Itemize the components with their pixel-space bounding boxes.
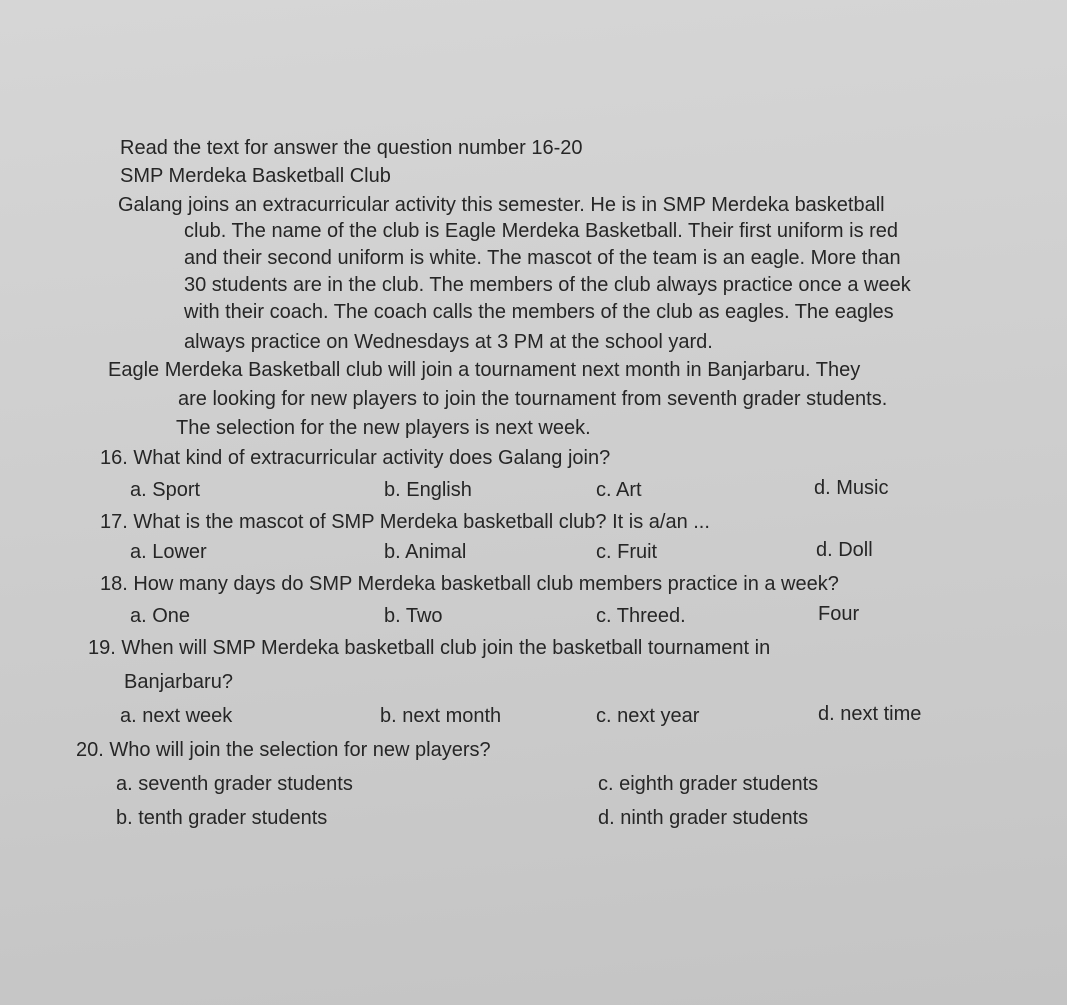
- passage-line: Eagle Merdeka Basketball club will join a tournament next month in Banjarbaru. They: [108, 359, 861, 381]
- passage-line: 30 students are in the club. The members of the club always practice once a week: [184, 274, 911, 296]
- q18-option-a: a. One: [130, 605, 191, 627]
- q18-option-d: Four: [818, 603, 860, 625]
- question-16: 16. What kind of extracurricular activity does Galang join?: [100, 447, 611, 469]
- q20-option-a: a. seventh grader students: [116, 773, 353, 795]
- passage-line: club. The name of the club is Eagle Merdeka Basketball. Their first uniform is red: [184, 220, 899, 242]
- q17-option-a: a. Lower: [130, 541, 207, 563]
- q20-option-c: c. eighth grader students: [598, 773, 819, 795]
- passage-title: SMP Merdeka Basketball Club: [120, 165, 391, 187]
- q19-option-b: b. next month: [380, 705, 502, 727]
- passage-line: The selection for the new players is next week.: [176, 417, 591, 439]
- q17-option-c: c. Fruit: [596, 541, 658, 563]
- q18-option-b: b. Two: [384, 605, 443, 627]
- passage-line: with their coach. The coach calls the members of the club as eagles. The eagles: [184, 301, 894, 323]
- passage-line: always practice on Wednesdays at 3 PM at the school yard.: [184, 331, 713, 353]
- question-18: 18. How many days do SMP Merdeka basketball club members practice in a week?: [100, 573, 839, 595]
- q16-option-d: d. Music: [814, 477, 889, 499]
- q19-option-d: d. next time: [818, 703, 922, 725]
- q19-option-a: a. next week: [120, 705, 233, 727]
- question-20: 20. Who will join the selection for new players?: [76, 739, 491, 761]
- q16-option-c: c. Art: [596, 479, 642, 501]
- question-19-continued: Banjarbaru?: [124, 671, 233, 693]
- question-17: 17. What is the mascot of SMP Merdeka basketball club? It is a/an ...: [100, 511, 710, 533]
- q16-option-b: b. English: [384, 479, 472, 501]
- passage-line: and their second uniform is white. The mascot of the team is an eagle. More than: [184, 247, 901, 269]
- q19-option-c: c. next year: [596, 705, 700, 727]
- q20-option-b: b. tenth grader students: [116, 807, 328, 829]
- q17-option-d: d. Doll: [816, 539, 873, 561]
- q20-option-d: d. ninth grader students: [598, 807, 809, 829]
- question-19: 19. When will SMP Merdeka basketball club join the basketball tournament in: [88, 637, 771, 659]
- q18-option-c: c. Threed.: [596, 605, 686, 627]
- passage-line: are looking for new players to join the tournament from seventh grader students.: [178, 388, 888, 410]
- passage-line: Galang joins an extracurricular activity this semester. He is in SMP Merdeka basketball: [118, 194, 885, 216]
- instruction-text: Read the text for answer the question number 16-20: [120, 137, 583, 159]
- q17-option-b: b. Animal: [384, 541, 467, 563]
- q16-option-a: a. Sport: [130, 479, 201, 501]
